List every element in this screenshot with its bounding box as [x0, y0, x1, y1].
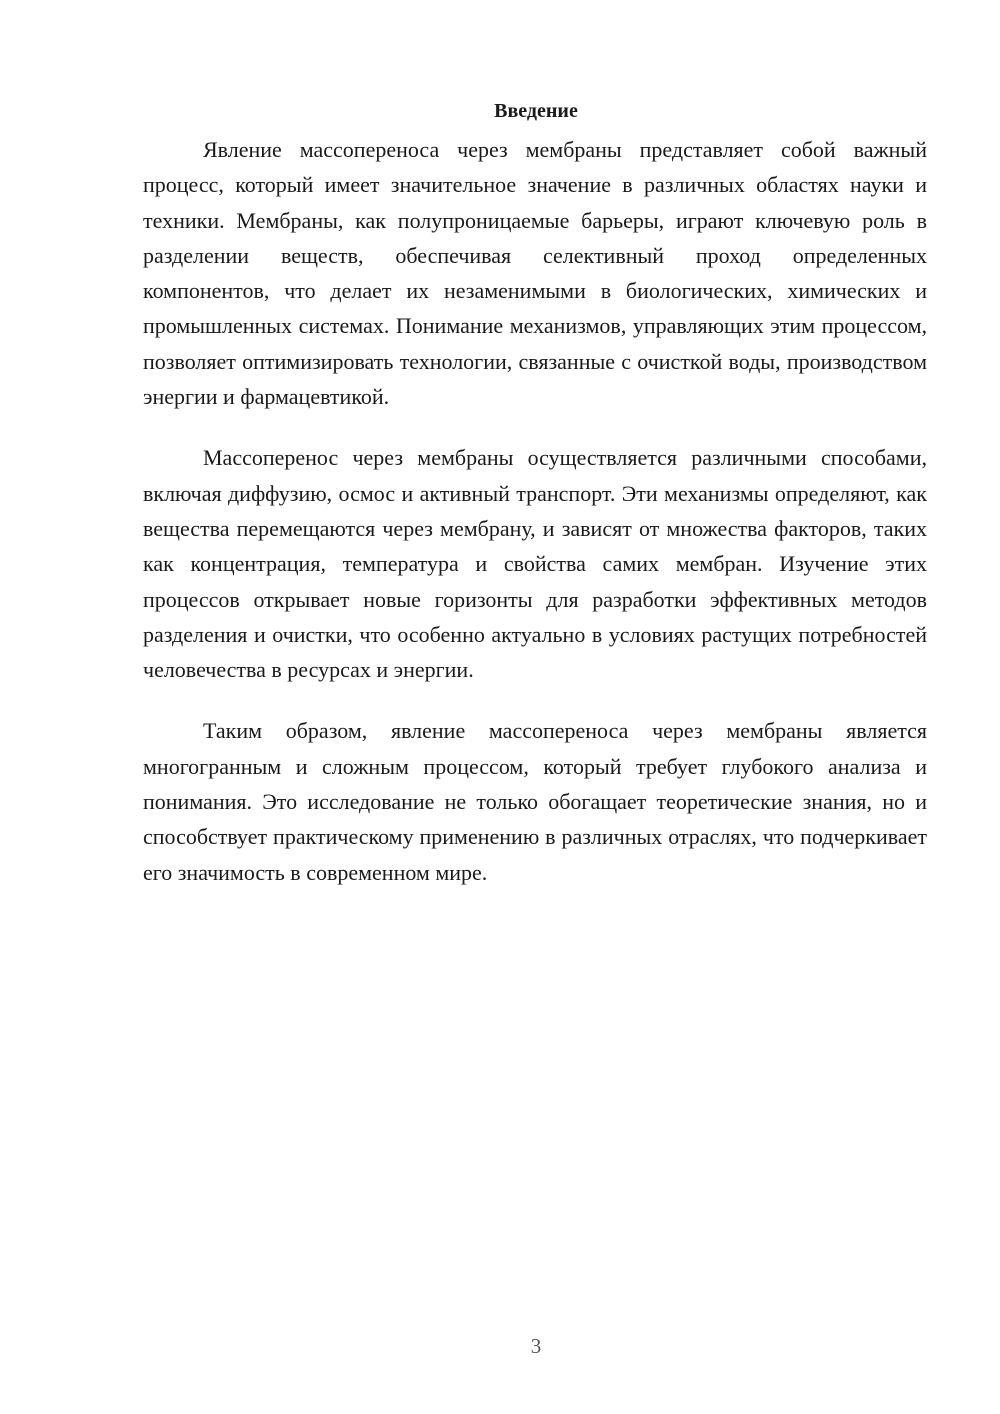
page-number: 3 — [530, 1334, 542, 1358]
paragraph-2: Массоперенос через мембраны осуществляется различными способами, включая диффузию, осмос и активный транспорт. Эти механизмы определяют, как вещества перемещаются через мембрану, и зависят от множества факторов, таких как концентрация, температура и свойства самих мембран. Изучение этих процессов открывает новые горизонты для разработки эффективных методов разделения и очистки, что особенно актуально в условиях растущих потребностей человечества в ресурсах и энергии. — [143, 445, 927, 683]
page-content — [143, 94, 927, 916]
section-heading: Введение — [494, 100, 578, 122]
paragraph-3: Таким образом, явление массопереноса через мембраны является многогранным и сложным процессом, который требует глубокого анализа и понимания. Это исследование не только обогащает теоретические знания, но и способствует практическому применению в различных отраслях, что подчеркивает его значимость в современном мире. — [143, 718, 927, 885]
paragraph-1: Явление массопереноса через мембраны представляет собой важный процесс, который имеет значительное значение в различных областях науки и техники. Мембраны, как полупроницаемые барьеры, играют ключевую роль в разделении веществ, обеспечивая селективный проход определенных компонентов, что делает их незаменимыми в биологических, химических и промышленных системах. Понимание механизмов, управляющих этим процессом, позволяет оптимизировать технологии, связанные с очисткой воды, производством энергии и фармацевтикой. — [143, 137, 927, 410]
